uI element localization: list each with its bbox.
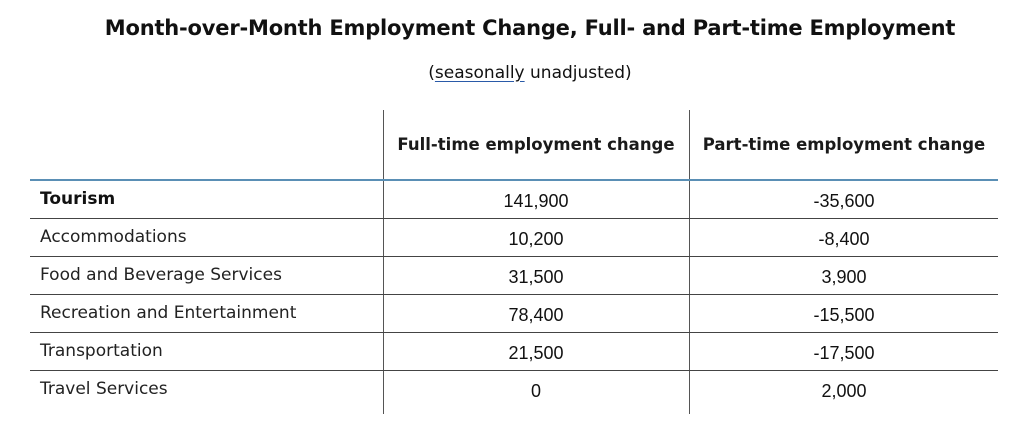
table-row <box>30 371 998 409</box>
row-category: Transportation <box>40 341 163 361</box>
row-part-time-value: -15,500 <box>813 305 875 325</box>
row-category: Tourism <box>40 189 116 209</box>
row-category: Accommodations <box>40 227 187 247</box>
row-part-time-value: 3,900 <box>821 267 867 287</box>
table-row <box>30 333 998 371</box>
table-header <box>30 110 998 179</box>
header-part-time: Part-time employment change <box>702 134 986 154</box>
row-full-time-value: 10,200 <box>508 229 564 249</box>
subtitle-open: ( <box>428 63 435 83</box>
row-category: Travel Services <box>40 379 168 399</box>
row-full-time-value: 21,500 <box>508 343 564 363</box>
row-full-time-value: 31,500 <box>508 267 564 287</box>
subtitle-rest: unadjusted) <box>524 63 632 83</box>
table-row <box>30 257 998 295</box>
row-full-time-value: 141,900 <box>503 191 569 211</box>
row-part-time-value: -17,500 <box>813 343 875 363</box>
employment-table <box>30 110 998 414</box>
row-category: Food and Beverage Services <box>40 265 282 285</box>
subtitle-underlined-word: seasonally <box>434 63 525 83</box>
row-part-time-value: -8,400 <box>818 229 870 249</box>
table-row <box>30 181 998 219</box>
row-category: Recreation and Entertainment <box>40 303 297 323</box>
row-full-time-value: 0 <box>530 381 541 401</box>
row-part-time-value: -35,600 <box>813 191 875 211</box>
row-part-time-value: 2,000 <box>821 381 867 401</box>
table-row <box>30 295 998 333</box>
subtitle <box>0 63 1024 83</box>
row-full-time-value: 78,400 <box>508 305 564 325</box>
page-title: Month-over-Month Employment Change, Full- and Part-time Employment <box>104 16 956 40</box>
table-row <box>30 219 998 257</box>
header-full-time: Full-time employment change <box>397 134 675 154</box>
